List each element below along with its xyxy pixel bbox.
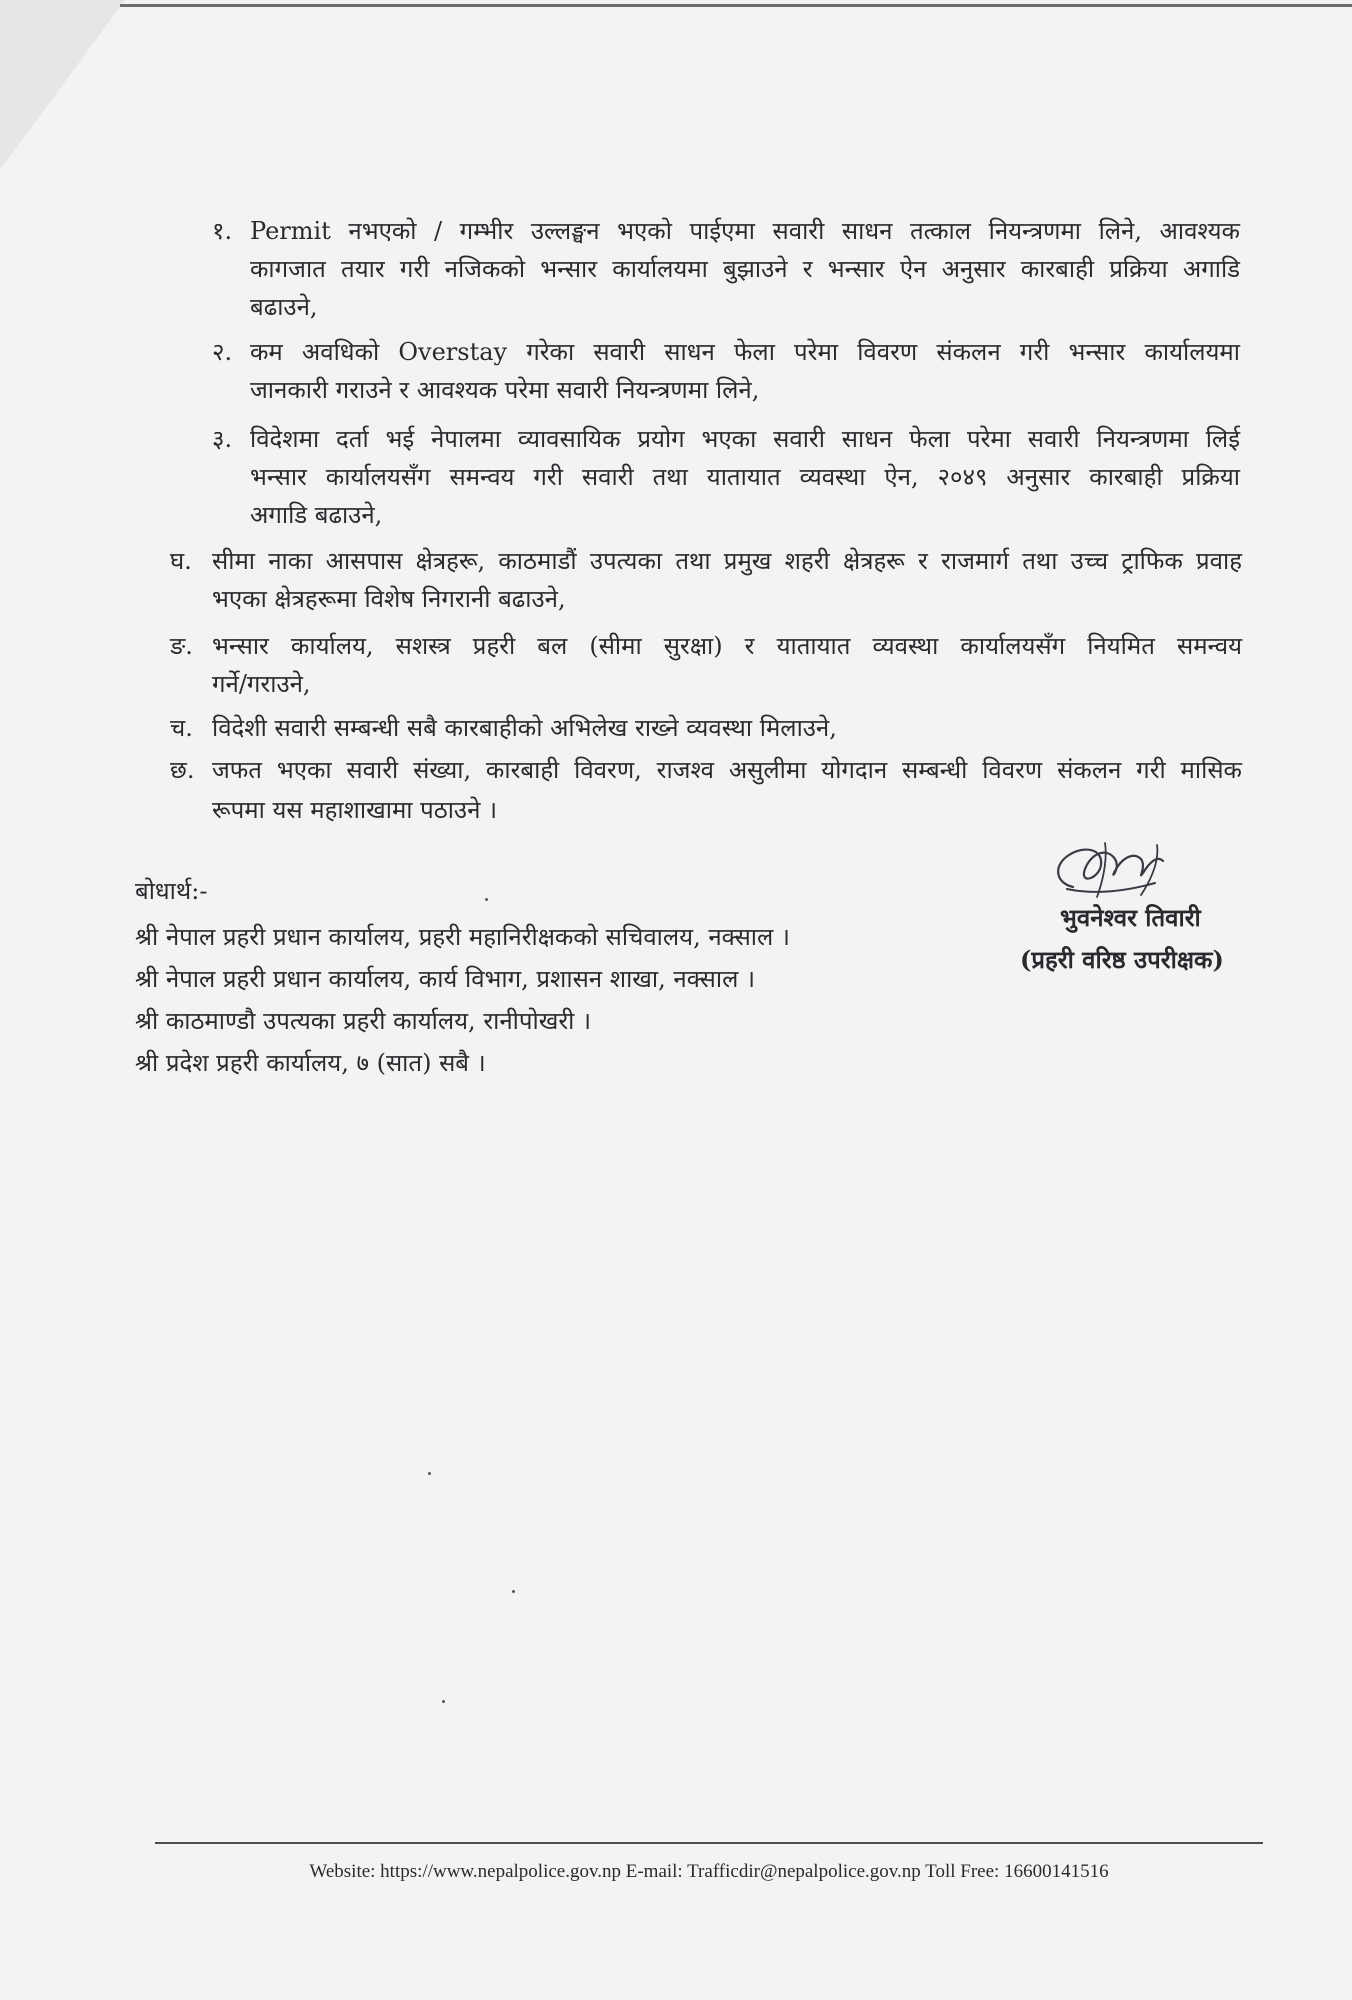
signatory-title: (प्रहरी वरिष्ठ उपरीक्षक) (1020, 945, 1224, 974)
item-2-line-1: कम अवधिको Overstay गरेका सवारी साधन फेला परेमा विवरण संकलन गरी भन्सार कार्यालयमा (250, 338, 1240, 366)
cc-heading: बोधार्थ:- (135, 877, 208, 905)
item-1-line-1: Permit नभएको / गम्भीर उल्लङ्घन भएको पाईएमा सवारी साधन तत्काल नियन्त्रणमा लिने, आवश्यक (250, 217, 1240, 245)
scan-speck (442, 1700, 445, 1703)
item-gha-line-1: सीमा नाका आसपास क्षेत्रहरू, काठमाडौं उपत्यका तथा प्रमुख शहरी क्षेत्रहरू र राजमार्ग तथा उच्च ट्राफिक प्रवाह (212, 547, 1242, 575)
cc-recipient-3: श्री काठमाण्डौ उपत्यका प्रहरी कार्यालय, रानीपोखरी । (135, 1007, 592, 1035)
item-3-marker: ३. (212, 425, 233, 453)
cc-recipient-1: श्री नेपाल प्रहरी प्रधान कार्यालय, प्रहरी महानिरीक्षकको सचिवालय, नक्साल । (135, 923, 791, 951)
scan-top-edge (120, 4, 1352, 7)
scan-speck (485, 898, 488, 901)
scan-speck (428, 1472, 431, 1475)
item-gha-marker: घ. (170, 547, 192, 575)
item-gha-line-2: भएका क्षेत्रहरूमा विशेष निगरानी बढाउने, (212, 585, 566, 613)
item-3-line-3: अगाडि बढाउने, (250, 501, 383, 529)
item-cha-marker: च. (170, 714, 193, 742)
item-chha-line-1: जफत भएका सवारी संख्या, कारबाही विवरण, राजश्व असुलीमा योगदान सम्बन्धी विवरण संकलन गरी मासिक (212, 756, 1242, 784)
item-1-line-2: कागजात तयार गरी नजिकको भन्सार कार्यालयमा बुझाउने र भन्सार ऐन अनुसार कारबाही प्रक्रिया अगाडि (250, 255, 1240, 283)
cc-recipient-4: श्री प्रदेश प्रहरी कार्यालय, ७ (सात) सबै । (135, 1049, 486, 1077)
item-nga-marker: ङ. (170, 632, 193, 660)
cc-recipient-2: श्री नेपाल प्रहरी प्रधान कार्यालय, कार्य विभाग, प्रशासन शाखा, नक्साल । (135, 965, 756, 993)
item-2-line-2: जानकारी गराउने र आवश्यक परेमा सवारी नियन्त्रणमा लिने, (250, 376, 760, 404)
item-2-marker: २. (212, 338, 233, 366)
item-nga-line-2: गर्ने/गराउने, (212, 670, 311, 698)
footer-rule (155, 1842, 1263, 1844)
item-1-line-3: बढाउने, (250, 293, 318, 321)
scan-speck (512, 1590, 515, 1593)
item-3-line-2: भन्सार कार्यालयसँग समन्वय गरी सवारी तथा यातायात व्यवस्था ऐन, २०४९ अनुसार कारबाही प्रक्रिया (250, 463, 1240, 491)
handwritten-signature (1045, 825, 1175, 915)
item-3-line-1: विदेशमा दर्ता भई नेपालमा व्यावसायिक प्रयोग भएका सवारी साधन फेला परेमा सवारी नियन्त्रणमा लिई (250, 425, 1240, 453)
signatory-name: भुवनेश्वर तिवारी (1060, 903, 1201, 932)
item-nga-line-1: भन्सार कार्यालय, सशस्त्र प्रहरी बल (सीमा सुरक्षा) र यातायात व्यवस्था कार्यालयसँग नियमित समन्वय (212, 632, 1242, 660)
item-chha-line-2: रूपमा यस महाशाखामा पठाउने । (212, 796, 498, 824)
paper-corner-fold (0, 0, 125, 170)
item-chha-marker: छ. (170, 756, 195, 784)
footer-contact: Website: https://www.nepalpolice.gov.np E-mail: Trafficdir@nepalpolice.gov.np Toll Free: 16600141516 (309, 1861, 1109, 1882)
item-cha-line-1: विदेशी सवारी सम्बन्धी सबै कारबाहीको अभिलेख राख्ने व्यवस्था मिलाउने, (212, 714, 837, 742)
item-1-marker: १. (212, 217, 233, 245)
